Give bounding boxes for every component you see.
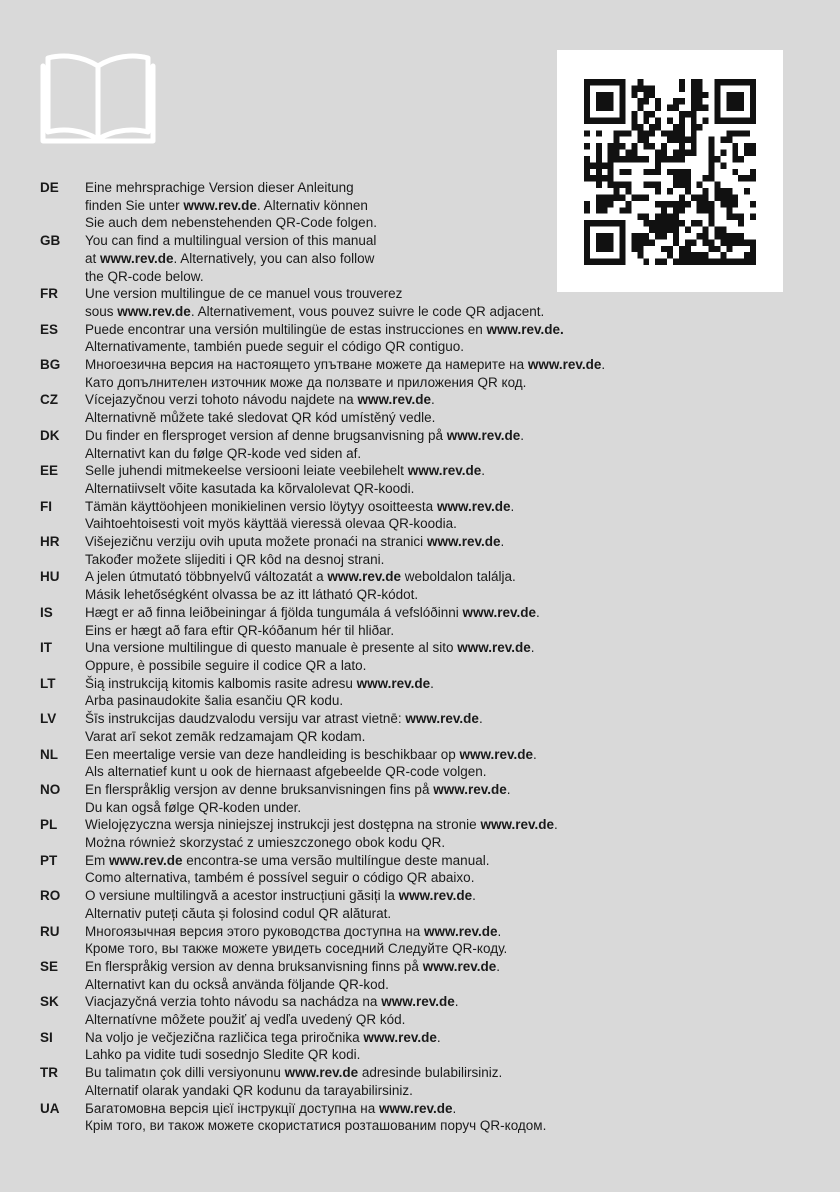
- text-line: [85, 409, 820, 427]
- text-segment: Като допълнителен източник може да ползвате и приложения QR код.: [85, 374, 527, 390]
- text-line: [85, 940, 820, 958]
- website-link[interactable]: www.rev.de: [357, 392, 431, 408]
- text-segment: Alternativt kan du følge QR-kode ved siden af.: [85, 445, 362, 461]
- language-code: TR: [40, 1065, 58, 1081]
- website-link[interactable]: www.rev.de: [459, 746, 534, 762]
- text-segment: .: [452, 1100, 457, 1116]
- text-line: [85, 1011, 820, 1029]
- website-link[interactable]: www.rev.de: [363, 1029, 437, 1045]
- text-line: [85, 498, 820, 516]
- text-line: [85, 816, 820, 834]
- text-segment: Viacjazyčná verzia tohto návodu sa nachádza na: [85, 994, 382, 1010]
- language-text: [85, 781, 820, 816]
- text-segment: Eins er hægt að fara eftir QR-kóðanum hér til hliðar.: [85, 622, 395, 638]
- website-link[interactable]: www.rev.de: [527, 357, 602, 373]
- language-entry-fr: [40, 285, 820, 320]
- text-segment: A jelen útmutató többnyelvű változatát a: [85, 569, 328, 585]
- language-entry-hr: [40, 533, 820, 568]
- language-text: [85, 179, 820, 232]
- website-link[interactable]: www.rev.de: [356, 675, 431, 691]
- text-line: [85, 923, 820, 941]
- language-entry-sk: [40, 993, 820, 1028]
- text-line: [85, 568, 820, 586]
- text-line: [85, 303, 820, 321]
- text-segment: the QR-code below.: [85, 268, 204, 284]
- language-code: NL: [40, 746, 58, 762]
- language-text: [85, 958, 820, 993]
- text-segment: .: [520, 427, 525, 443]
- language-entry-gb: [40, 232, 820, 285]
- text-segment: .: [530, 640, 535, 656]
- text-segment: .: [496, 958, 500, 974]
- text-segment: . Alternatively, you can also follow: [173, 250, 375, 266]
- text-segment: Багатомовна версія цієї інструкції доступна на: [85, 1100, 379, 1116]
- text-segment: . Alternativ können: [256, 197, 368, 213]
- text-line: [85, 214, 820, 232]
- language-text: [85, 462, 820, 497]
- qr-finder: [584, 79, 626, 85]
- text-line: [85, 374, 820, 392]
- text-segment: .: [533, 746, 537, 762]
- language-text: [85, 923, 820, 958]
- language-code: PT: [40, 852, 58, 868]
- text-segment: Varat arī sekot zemāk redzamajam QR kodam.: [85, 728, 366, 744]
- language-entry-lv: [40, 710, 820, 745]
- text-segment: .: [553, 817, 558, 833]
- text-line: [85, 781, 820, 799]
- language-code: FI: [40, 498, 52, 514]
- website-link[interactable]: www.rev.de: [433, 781, 507, 797]
- text-segment: .: [436, 1029, 441, 1045]
- language-code: RU: [40, 923, 60, 939]
- text-line: [85, 852, 820, 870]
- text-segment: .: [601, 357, 606, 373]
- text-segment: adresinde bulabilirsiniz.: [358, 1065, 503, 1081]
- text-segment: Em: [85, 852, 110, 868]
- language-entry-dk: [40, 427, 820, 462]
- text-segment: Másik lehetőségként olvassa be az itt látható QR-kódot.: [85, 587, 419, 603]
- text-segment: Vícejazyčnou verzi tohoto návodu najdete na: [85, 392, 358, 408]
- language-text: [85, 321, 820, 356]
- text-segment: Alternativ puteți căuta și folosind codul QR alăturat.: [85, 905, 392, 921]
- text-segment: Alternatívne môžete použiť aj vedľa uvedený QR kód.: [85, 1012, 406, 1028]
- text-segment: .: [430, 392, 435, 408]
- language-code: LT: [40, 675, 56, 691]
- language-entry-it: [40, 639, 820, 674]
- text-segment: Многоезична версия на настоящето упътване можете да намерите на: [85, 357, 528, 373]
- text-segment: weboldalon találja.: [400, 569, 516, 585]
- language-text: [85, 639, 820, 674]
- language-text: [85, 816, 820, 851]
- language-text: [85, 993, 820, 1028]
- text-segment: Alternativně můžete také sledovat QR kód umístěný vedle.: [85, 410, 436, 426]
- text-line: [85, 551, 820, 569]
- text-segment: Een meertalige versie van deze handleiding is beschikbaar op: [85, 746, 460, 762]
- language-code: BG: [40, 357, 61, 373]
- text-line: [85, 321, 820, 339]
- language-code: SK: [40, 994, 59, 1010]
- website-link[interactable]: www.rev.de: [100, 250, 174, 266]
- website-link[interactable]: www.rev.de: [117, 303, 191, 319]
- text-segment: Alternatiivselt võite kasutada ka kõrvalolevat QR-koodi.: [85, 480, 415, 496]
- language-text: [85, 285, 820, 320]
- text-segment: O versiune multilingvă a acestor instrucțiuni găsiți la: [85, 888, 399, 904]
- text-line: [85, 657, 820, 675]
- language-entry-nl: [40, 746, 820, 781]
- text-segment: Na voljo je večjezična različica tega priročnika: [85, 1029, 364, 1045]
- language-entry-cz: [40, 391, 820, 426]
- language-code: GB: [40, 233, 61, 249]
- language-text: [85, 391, 820, 426]
- language-entry-hu: [40, 568, 820, 603]
- text-segment: finden Sie unter: [85, 197, 184, 213]
- text-line: [85, 1029, 820, 1047]
- text-line: [85, 250, 820, 268]
- text-line: [85, 356, 820, 374]
- language-entry-pl: [40, 816, 820, 851]
- language-text: [85, 356, 820, 391]
- text-segment: Une version multilingue de ce manuel vous trouverez: [85, 286, 403, 302]
- language-code: IT: [40, 640, 52, 656]
- text-line: [85, 728, 820, 746]
- language-entry-ru: [40, 923, 820, 958]
- website-link[interactable]: www.rev.de: [407, 463, 482, 479]
- text-line: [85, 1046, 820, 1064]
- text-line: [85, 586, 820, 604]
- text-segment: Puede encontrar una versión multilingüe de estas instrucciones en: [85, 321, 487, 337]
- language-text: [85, 887, 820, 922]
- language-code: FR: [40, 286, 58, 302]
- language-code: HR: [40, 534, 60, 550]
- language-entry-no: [40, 781, 820, 816]
- text-line: [85, 338, 820, 356]
- text-segment: Lahko pa vidite tudi sosednjo Sledite QR kodi.: [85, 1047, 361, 1063]
- text-line: [85, 710, 820, 728]
- text-line: [85, 905, 820, 923]
- text-line: [85, 887, 820, 905]
- language-text: [85, 675, 820, 710]
- qr-finder: [584, 117, 626, 123]
- text-segment: You can find a multilingual version of this manual: [85, 233, 377, 249]
- text-segment: Također možete slijediti i QR kôd na desnoj strani.: [85, 551, 385, 567]
- text-line: [85, 462, 820, 480]
- website-link[interactable]: www.rev.de: [462, 604, 537, 620]
- website-link[interactable]: www.rev.de: [284, 1065, 359, 1081]
- text-line: [85, 639, 820, 657]
- language-entry-ro: [40, 887, 820, 922]
- language-code: HU: [40, 569, 60, 585]
- text-segment: Oppure, è possibile seguire il codice QR a lato.: [85, 657, 367, 673]
- text-line: [85, 1064, 820, 1082]
- language-code: IS: [40, 604, 53, 620]
- text-segment: Można również skorzystać z umieszczonego obok kodu QR.: [85, 835, 446, 851]
- text-line: [85, 1117, 820, 1135]
- text-segment: .: [500, 534, 505, 550]
- text-line: [85, 692, 820, 710]
- language-code: CZ: [40, 392, 58, 408]
- text-segment: .: [430, 675, 434, 691]
- website-link[interactable]: www.rev.de: [405, 711, 479, 727]
- language-entry-pt: [40, 852, 820, 887]
- website-link[interactable]: www.rev.de: [378, 1100, 453, 1116]
- website-link[interactable]: www.rev.de: [109, 852, 183, 868]
- text-segment: Sie auch dem nebenstehenden QR-Code folgen.: [85, 215, 377, 231]
- language-text: [85, 1100, 820, 1135]
- text-line: [85, 799, 820, 817]
- website-link[interactable]: www.rev.de: [381, 994, 455, 1010]
- website-link[interactable]: www.rev.de: [446, 427, 521, 443]
- text-segment: at: [85, 250, 101, 266]
- language-code: NO: [40, 781, 61, 797]
- open-book-icon: [40, 48, 156, 144]
- text-segment: Alternativamente, también puede seguir el código QR contiguo.: [85, 339, 464, 355]
- text-line: [85, 480, 820, 498]
- website-link[interactable]: www.rev.de: [422, 958, 497, 974]
- text-line: [85, 976, 820, 994]
- text-segment: Кроме того, вы также можете увидеть соседний Следуйте QR-коду.: [85, 941, 508, 957]
- text-segment: Alternativt kan du också använda följande QR-kod.: [85, 976, 389, 992]
- language-code: ES: [40, 321, 59, 337]
- website-link[interactable]: www.rev.de: [423, 923, 498, 939]
- text-line: [85, 834, 820, 852]
- language-code: LV: [40, 711, 57, 727]
- text-segment: Arba pasinaudokite šalia esančiu QR kodu.: [85, 693, 344, 709]
- text-line: [85, 1082, 820, 1100]
- website-link[interactable]: www.rev.de: [183, 197, 257, 213]
- text-line: [85, 993, 820, 1011]
- language-entry-ua: [40, 1100, 820, 1135]
- text-segment: Als alternatief kunt u ook de hiernaast afgebeelde QR-code volgen.: [85, 764, 487, 780]
- language-code: DK: [40, 427, 60, 443]
- language-code: RO: [40, 888, 61, 904]
- text-segment: Hægt er að finna leiðbeiningar á fjölda tungumála á vefslóðinni: [85, 604, 463, 620]
- qr-finder: [714, 79, 756, 85]
- qr-finder: [714, 117, 756, 123]
- language-entry-is: [40, 604, 820, 639]
- website-link[interactable]: www.rev.de: [398, 888, 473, 904]
- language-code: SI: [40, 1029, 53, 1045]
- qr-finder: [726, 92, 744, 111]
- text-segment: .: [481, 463, 485, 479]
- text-segment: Alternatif olarak yandaki QR kodunu da tarayabilirsiniz.: [85, 1082, 413, 1098]
- website-link[interactable]: www.rev.de: [480, 817, 554, 833]
- text-segment: .: [472, 888, 476, 904]
- text-segment: Крім того, ви також можете скористатися розташованим поруч QR-кодом.: [85, 1118, 547, 1134]
- language-entry-lt: [40, 675, 820, 710]
- language-text: [85, 604, 820, 639]
- language-code: PL: [40, 817, 58, 833]
- text-line: [85, 445, 820, 463]
- text-line: [85, 268, 820, 286]
- language-entry-bg: [40, 356, 820, 391]
- text-segment: En flerspråklig versjon av denne bruksanvisningen fins på: [85, 781, 434, 797]
- text-line: [85, 622, 820, 640]
- text-segment: Tämän käyttöohjeen monikielinen versio löytyy osoitteesta: [85, 498, 437, 514]
- text-segment: . Alternativement, vous pouvez suivre le code QR adjacent.: [190, 303, 545, 319]
- language-code: UA: [40, 1100, 60, 1116]
- text-line: [85, 1100, 820, 1118]
- qr-finder: [596, 92, 614, 111]
- text-segment: En flerspråkig version av denna bruksanvisning finns på: [85, 958, 423, 974]
- text-segment: .: [506, 781, 511, 797]
- qr-finder: [714, 79, 720, 124]
- text-line: [85, 604, 820, 622]
- language-text: [85, 710, 820, 745]
- language-code: SE: [40, 958, 59, 974]
- language-text: [85, 232, 820, 285]
- language-text: [85, 533, 820, 568]
- text-line: [85, 391, 820, 409]
- text-segment: Eine mehrsprachige Version dieser Anleitung: [85, 180, 354, 195]
- language-entry-se: [40, 958, 820, 993]
- language-text: [85, 746, 820, 781]
- text-line: [85, 869, 820, 887]
- language-text: [85, 427, 820, 462]
- text-line: [85, 763, 820, 781]
- text-segment: Šīs instrukcijas daudzvalodu versiju var atrast vietnē:: [85, 711, 406, 727]
- qr-finder: [584, 79, 590, 124]
- text-segment: Bu talimatın çok dilli versiyonunu: [85, 1065, 285, 1081]
- language-text: [85, 852, 820, 887]
- language-entry-ee: [40, 462, 820, 497]
- language-code: DE: [40, 180, 59, 195]
- text-line: [85, 179, 820, 197]
- language-text: [85, 1064, 820, 1099]
- language-entry-si: [40, 1029, 820, 1064]
- text-line: [85, 515, 820, 533]
- language-text: [85, 498, 820, 533]
- text-segment: Du finder en flersproget version af denne brugsanvisning på: [85, 427, 447, 443]
- language-code: EE: [40, 463, 59, 479]
- text-segment: Como alternativa, também é possível seguir o código QR abaixo.: [85, 870, 475, 886]
- language-text: [85, 568, 820, 603]
- text-segment: Vaihtoehtoisesti voit myös käyttää vieressä olevaa QR-koodia.: [85, 516, 457, 532]
- language-entry-es: [40, 321, 820, 356]
- language-entry-de: [40, 179, 820, 232]
- website-link[interactable]: www.rev.de: [426, 534, 501, 550]
- qr-finder: [620, 79, 626, 124]
- text-segment: .: [536, 604, 540, 620]
- language-list: [40, 179, 820, 1135]
- text-line: [85, 197, 820, 215]
- text-segment: Šią instrukciją kitomis kalbomis rasite adresu: [85, 675, 357, 691]
- text-line: [85, 427, 820, 445]
- text-line: [85, 533, 820, 551]
- text-segment: Du kan også følge QR-koden under.: [85, 799, 302, 815]
- website-link[interactable]: www.rev.de.: [486, 321, 564, 337]
- text-segment: encontra-se uma versão multilíngue deste manual.: [182, 852, 490, 868]
- text-line: [85, 232, 820, 250]
- language-entry-tr: [40, 1064, 820, 1099]
- text-segment: Višejezičnu verziju ovih uputa možete pronaći na stranici: [85, 534, 427, 550]
- text-segment: .: [454, 994, 459, 1010]
- text-segment: .: [510, 498, 515, 514]
- language-entry-fi: [40, 498, 820, 533]
- text-segment: sous: [85, 303, 118, 319]
- text-segment: Wielojęzyczna wersja niniejszej instrukcji jest dostępna na stronie: [85, 817, 481, 833]
- text-segment: .: [497, 923, 502, 939]
- text-segment: Многоязычная версия этого руководства доступна на: [85, 923, 424, 939]
- language-text: [85, 1029, 820, 1064]
- text-segment: Una versione multilingue di questo manuale è presente al sito: [85, 640, 458, 656]
- website-link[interactable]: www.rev.de: [327, 569, 401, 585]
- text-line: [85, 746, 820, 764]
- text-line: [85, 675, 820, 693]
- website-link[interactable]: www.rev.de: [436, 498, 511, 514]
- text-line: [85, 285, 820, 303]
- text-line: [85, 958, 820, 976]
- text-segment: Selle juhendi mitmekeelse versiooni leiate veebilehelt: [85, 463, 408, 479]
- website-link[interactable]: www.rev.de: [457, 640, 531, 656]
- text-segment: .: [478, 711, 483, 727]
- qr-finder: [750, 79, 756, 124]
